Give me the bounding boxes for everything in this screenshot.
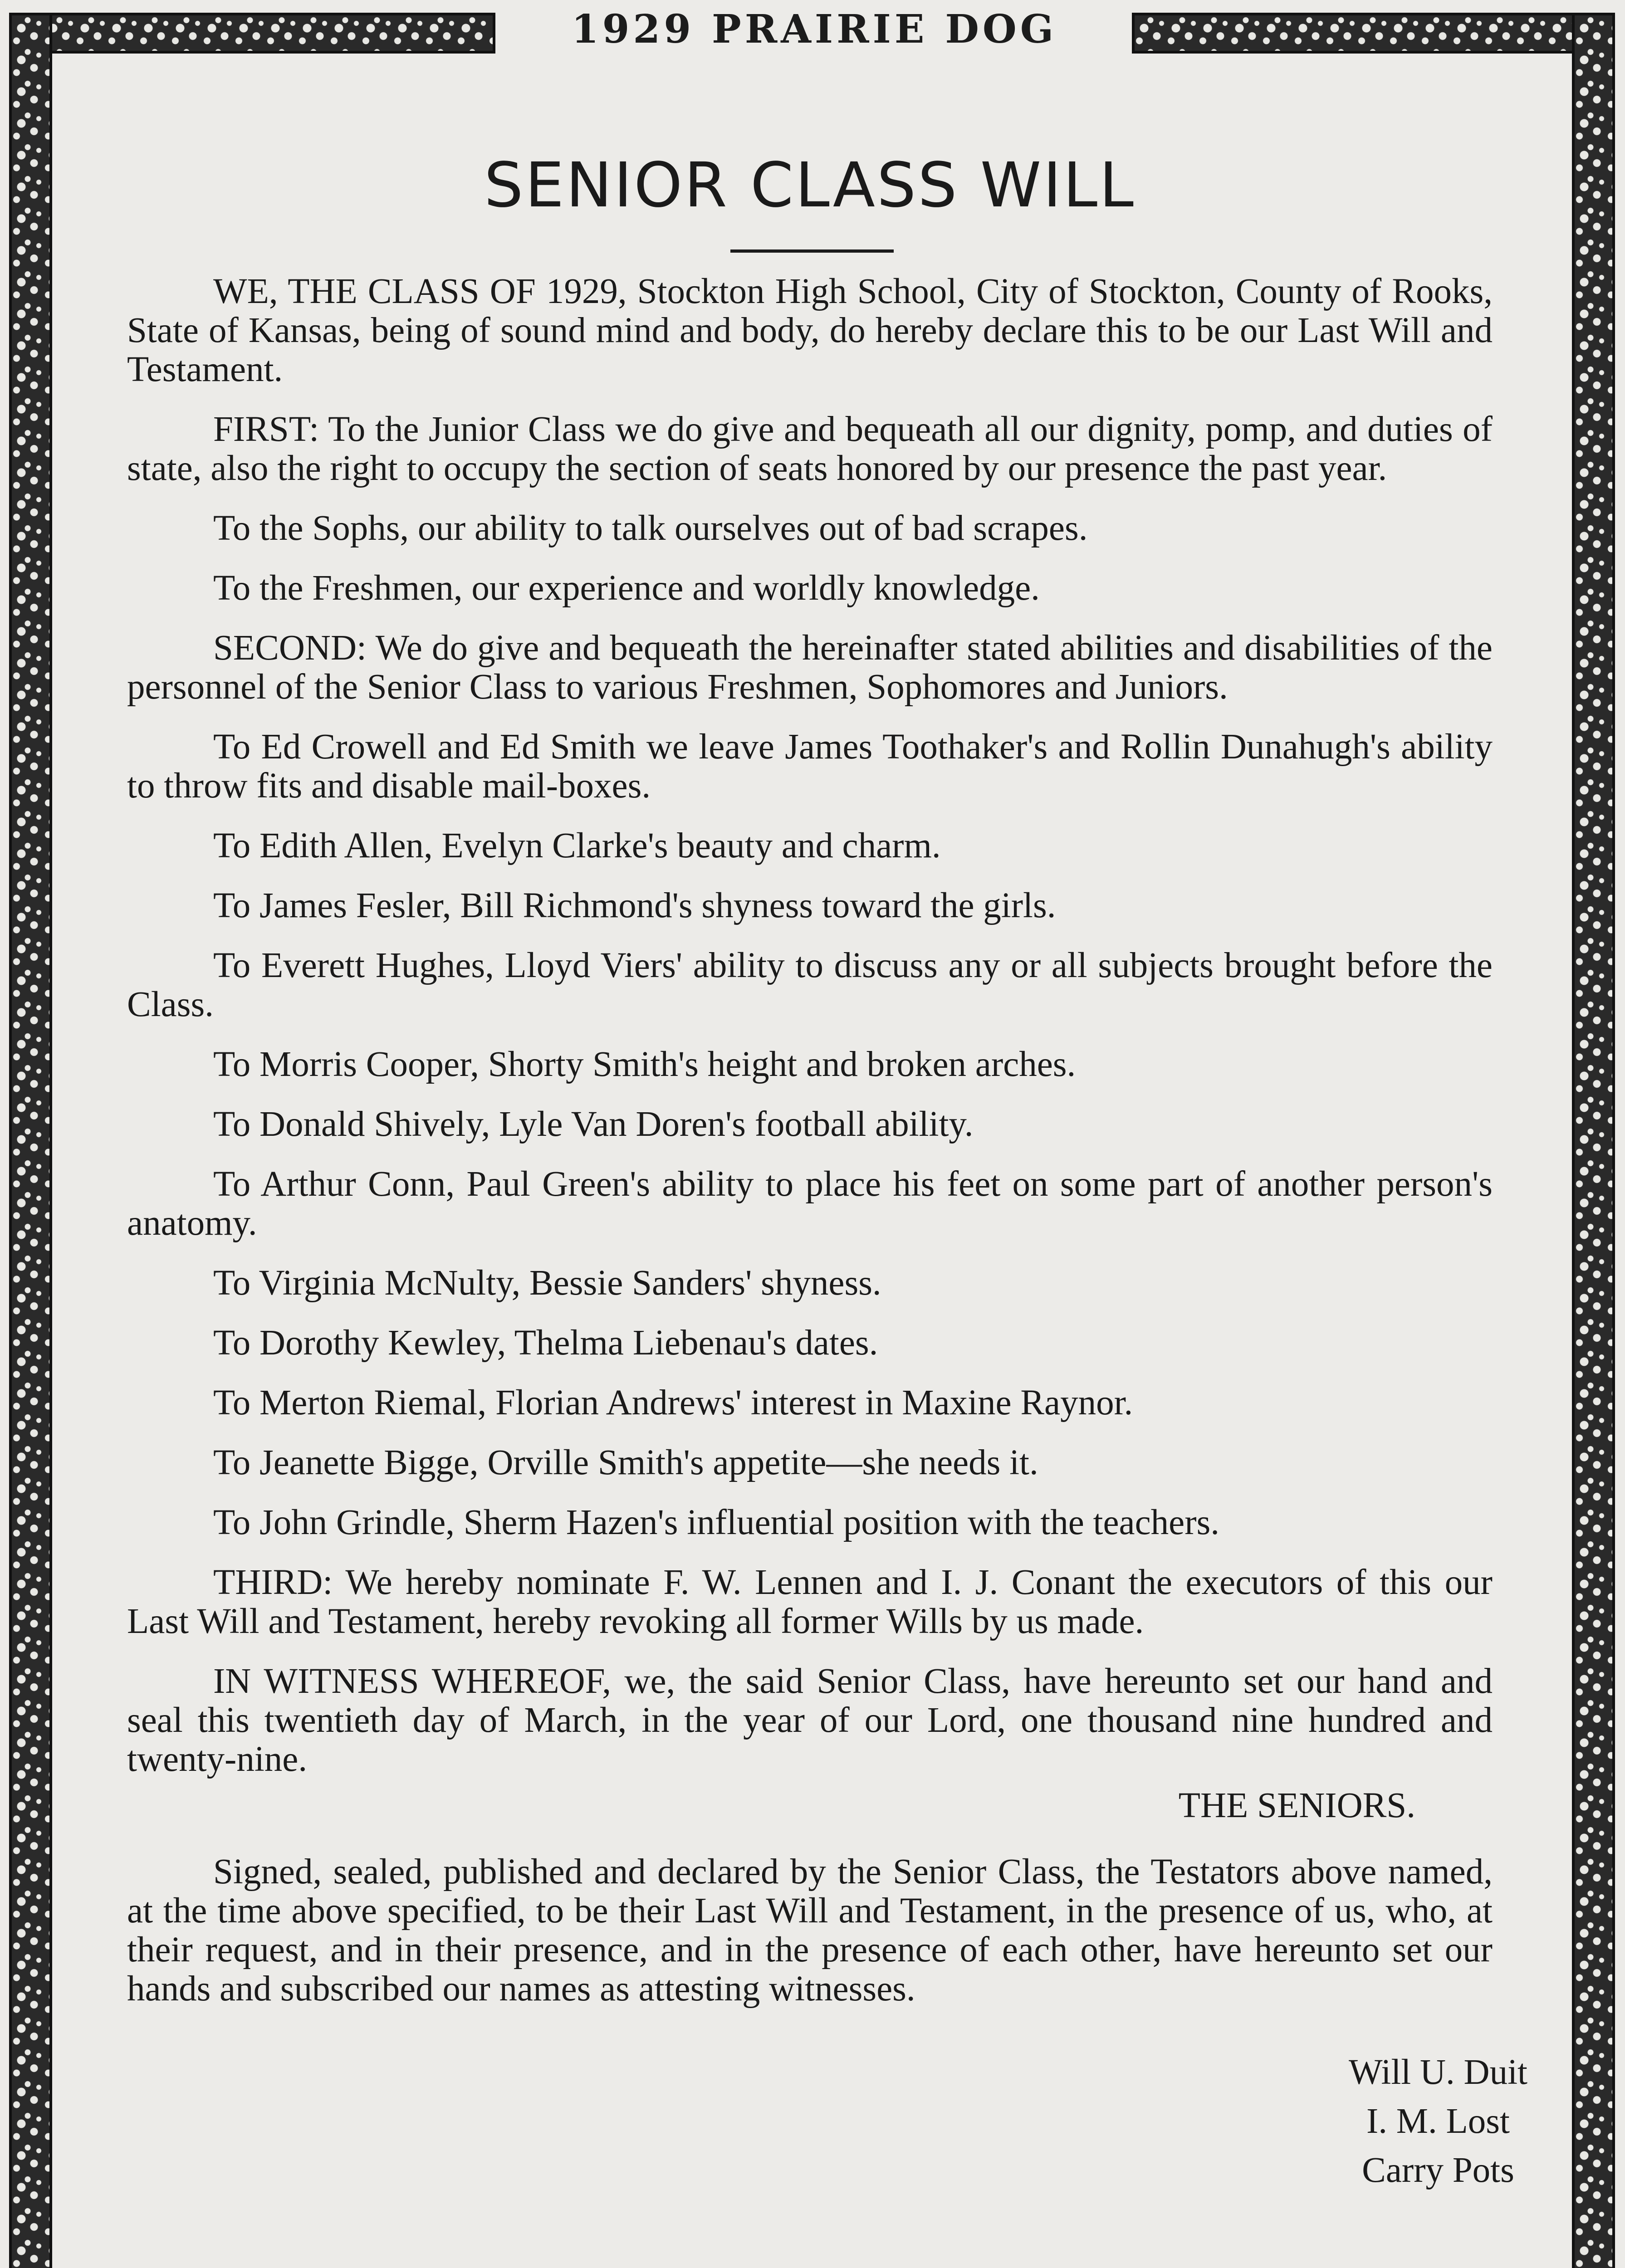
bequest-item: To Virginia McNulty, Bessie Sanders' shyness.: [213, 1263, 881, 1303]
paragraph-third: THIRD: We hereby nominate F. W. Lennen and I. J. Conant the executors of this our Last Will and Testament, hereby revoking all former Wills by us made.: [127, 1563, 1493, 1641]
ornamental-border-right: [1572, 13, 1615, 2268]
bequest-item: To Edith Allen, Evelyn Clarke's beauty and charm.: [213, 826, 941, 865]
paragraph-first: FIRST: To the Junior Class we do give and bequeath all our dignity, pomp, and duties of state, also the right to occupy the section of seats honored by our presence the past year.: [127, 410, 1493, 488]
bequest-item: To Everett Hughes, Lloyd Viers' ability to discuss any or all subjects brought before the Class.: [127, 946, 1493, 1024]
witness-name: Carry Pots: [1362, 2151, 1514, 2190]
bequest-item: To Jeanette Bigge, Orville Smith's appetite—she needs it.: [213, 1443, 1038, 1482]
signoff: THE SENIORS.: [1178, 1786, 1415, 1825]
ornamental-border-left: [9, 13, 52, 2268]
paragraph-freshmen: To the Freshmen, our experience and worldly knowledge.: [213, 568, 1040, 608]
paragraph-preamble: WE, THE CLASS OF 1929, Stockton High School, City of Stockton, County of Rooks, State of Kansas, being of sound mind and body, do hereby declare this to be our Last Will and Testament.: [127, 272, 1493, 389]
ornamental-border-top-right: [1132, 13, 1615, 54]
yearbook-header-title: 1929 PRAIRIE DOG: [571, 6, 1057, 52]
bequest-item: To Morris Cooper, Shorty Smith's height and broken arches.: [213, 1045, 1076, 1084]
bequest-item: To Dorothy Kewley, Thelma Liebenau's dates.: [213, 1323, 878, 1363]
paragraph-sophs: To the Sophs, our ability to talk ourselves out of bad scrapes.: [213, 508, 1088, 548]
bequest-item: To James Fesler, Bill Richmond's shyness toward the girls.: [213, 886, 1056, 925]
paragraph-witness-whereof: IN WITNESS WHEREOF, we, the said Senior Class, have hereunto set our hand and seal this twentieth day of March, in the year of our Lord, one thousand nine hundred and twenty-nine.: [127, 1662, 1493, 1779]
document-content: [127, 136, 1493, 2268]
bequest-item: To Merton Riemal, Florian Andrews' interest in Maxine Raynor.: [213, 1383, 1133, 1422]
paragraph-second: SECOND: We do give and bequeath the hereinafter stated abilities and disabilities of the personnel of the Senior Class to various Freshmen, Sophomores and Juniors.: [127, 628, 1493, 707]
title-divider: [730, 249, 894, 253]
paragraph-attestation: Signed, sealed, published and declared by the Senior Class, the Testators above named, at the time above specified, to be their Last Will and Testament, in the presence of us, who, at their request, and in their presence, and in the presence of each other, have hereunto set our hands and subscribed our names as attesting witnesses.: [127, 1852, 1493, 2009]
document-body: [127, 272, 1493, 2029]
bequest-item: To Ed Crowell and Ed Smith we leave James Toothaker's and Rollin Dunahugh's ability to throw fits and disable mail-boxes.: [127, 727, 1493, 806]
bequest-item: To Arthur Conn, Paul Green's ability to place his feet on some part of another person's anatomy.: [127, 1164, 1493, 1243]
witness-name: I. M. Lost: [1366, 2102, 1510, 2141]
bequest-item: To John Grindle, Sherm Hazen's influential position with the teachers.: [213, 1503, 1220, 1542]
ornamental-border-top-left: [9, 13, 495, 54]
witness-name: Will U. Duit: [1349, 2053, 1527, 2092]
witness-signatures: [1349, 2048, 1527, 2195]
document-title: SENIOR CLASS WILL: [484, 150, 1136, 221]
bequest-item: To Donald Shively, Lyle Van Doren's football ability.: [213, 1105, 974, 1144]
